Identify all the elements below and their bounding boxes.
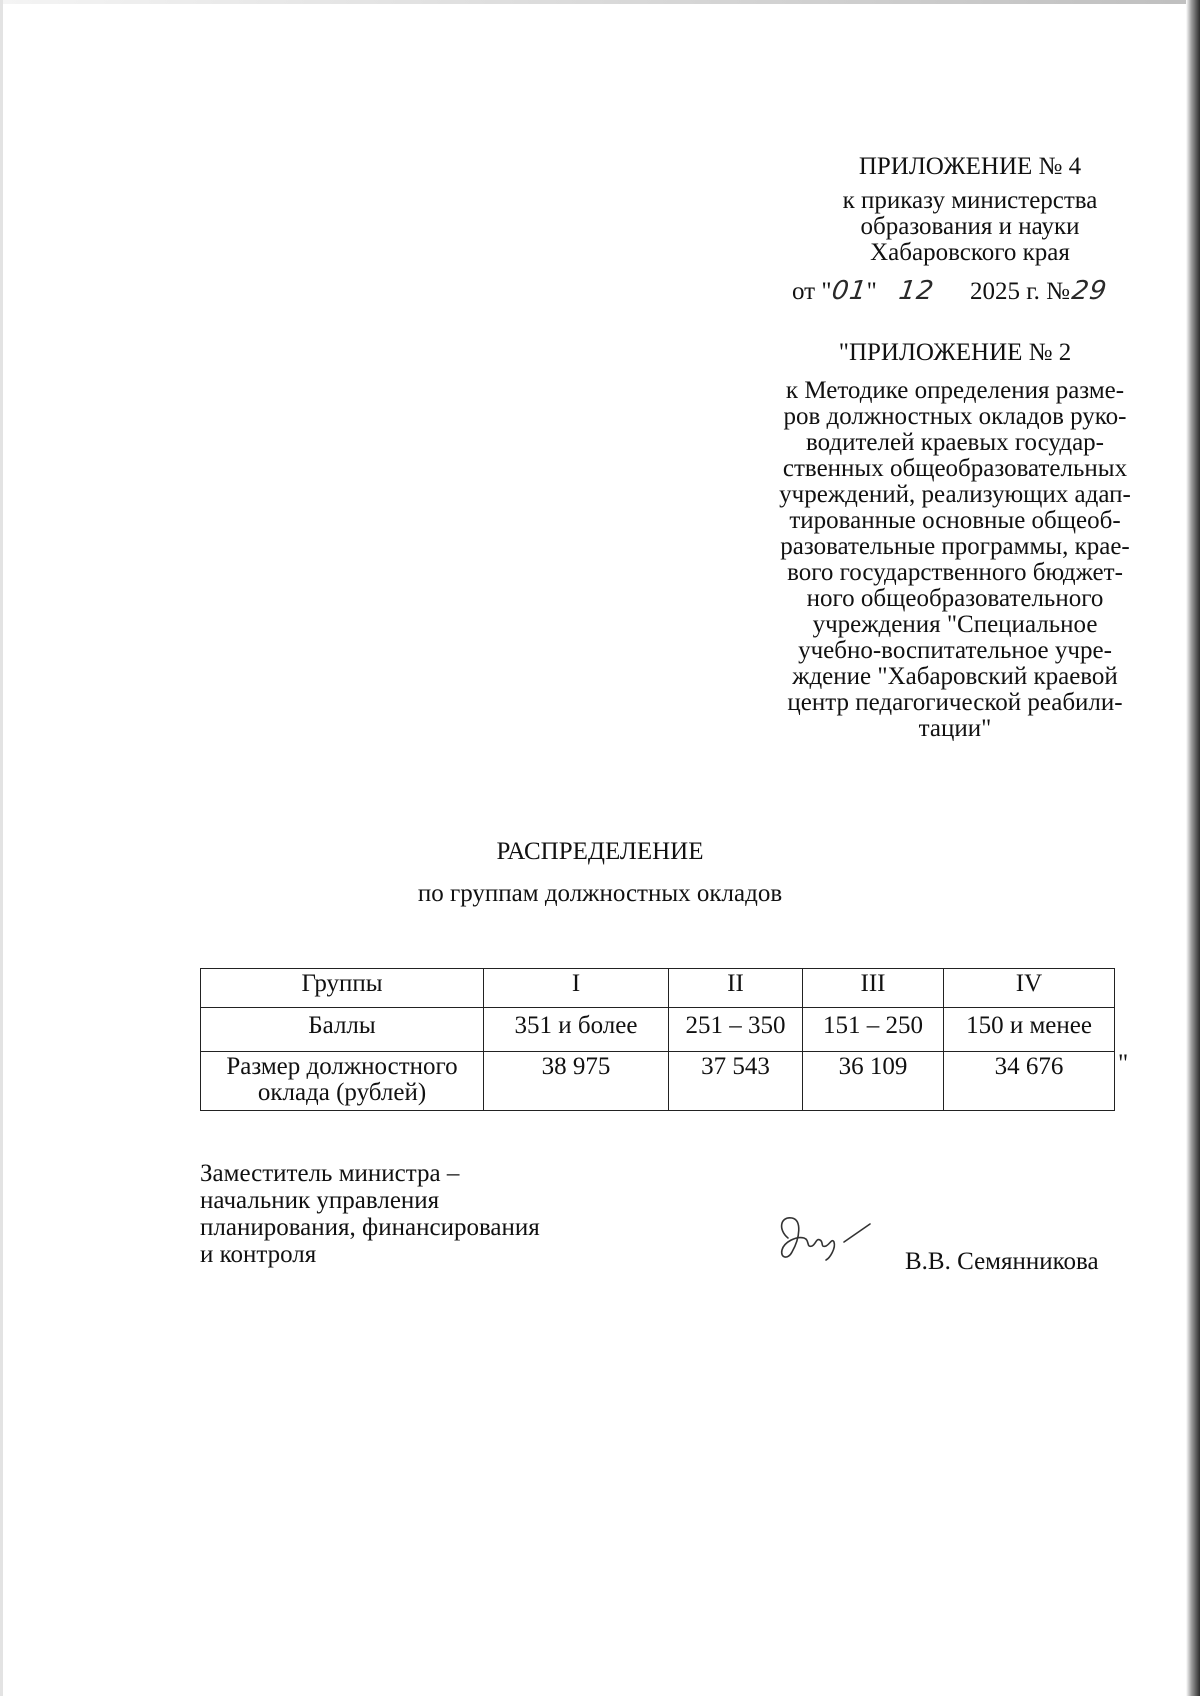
handwritten-signature: [770, 1208, 880, 1268]
table-header-row: [201, 969, 1115, 1008]
table-cell: 34 676: [944, 1052, 1115, 1111]
signatory-position-line: и контроля: [200, 1241, 317, 1268]
appendix-2-line: ждение "Хабаровский краевой: [792, 663, 1118, 690]
order-day-handwritten: 01: [829, 276, 869, 306]
appendix-2-title: "ПРИЛОЖЕНИЕ № 2: [838, 339, 1072, 366]
appendix-2-line: вого государственного бюджет-: [787, 559, 1123, 586]
table-cell: Размер должностного оклада (рублей): [201, 1052, 484, 1111]
table-row: [201, 1052, 1115, 1111]
appendix-2-line: ственных общеобразовательных: [782, 455, 1128, 482]
appendix-2-line: учреждения "Специальное: [812, 611, 1098, 638]
table-header-cell: Группы: [201, 969, 484, 1008]
appendix-2-line: центр педагогической реабили-: [787, 689, 1123, 716]
appendix-4-header: [770, 154, 1170, 308]
order-month-handwritten: 12: [896, 276, 937, 306]
appendix-2-line: к Методике определения разме-: [785, 377, 1125, 404]
table-cell: 150 и менее: [944, 1008, 1115, 1052]
signatory-position-line: начальник управления: [200, 1187, 440, 1214]
appendix-4-line: образования и науки: [860, 213, 1080, 240]
closing-quote-mark: ": [1118, 1050, 1129, 1077]
table-header-cell: III: [803, 969, 944, 1008]
signatory-position-line: Заместитель министра –: [200, 1160, 460, 1187]
appendix-4-title: ПРИЛОЖЕНИЕ № 4: [858, 153, 1082, 180]
document-title: РАСПРЕДЕЛЕНИЕ: [496, 838, 704, 865]
salary-groups-table: [200, 968, 1115, 1111]
order-number-handwritten: 29: [1069, 276, 1110, 306]
table-cell: 38 975: [484, 1052, 669, 1111]
table-cell: 251 – 350: [669, 1008, 803, 1052]
appendix-2-body: [745, 378, 1165, 742]
signatory-position: [200, 1160, 540, 1268]
appendix-2-line: тации": [918, 715, 992, 742]
salary-groups-table-wrapper: [200, 968, 1115, 1111]
table-header-cell: I: [484, 969, 669, 1008]
order-date-quote: ": [866, 278, 877, 305]
scan-edge-top: [0, 0, 1200, 4]
appendix-2-line: ного общеобразовательного: [806, 585, 1104, 612]
order-date-prefix: от ": [792, 278, 832, 305]
appendix-2-header: [745, 340, 1165, 742]
table-cell: 37 543: [669, 1052, 803, 1111]
table-header-cell: II: [669, 969, 803, 1008]
appendix-4-line: к приказу министерства: [842, 187, 1098, 214]
order-year-and-number-label: 2025 г. №: [969, 278, 1071, 305]
table-header-cell: IV: [944, 969, 1115, 1008]
signatory-position-line: планирования, финансирования: [200, 1214, 540, 1241]
appendix-4-line: Хабаровского края: [870, 239, 1070, 266]
appendix-2-line: учебно-воспитательное учре-: [798, 637, 1112, 664]
appendix-2-line: тированные основные общеоб-: [789, 507, 1121, 534]
table-cell: 151 – 250: [803, 1008, 944, 1052]
appendix-2-line: ров должностных окладов руко-: [783, 403, 1127, 430]
appendix-2-line: учреждений, реализующих адап-: [779, 481, 1131, 508]
document-subtitle: по группам должностных окладов: [417, 880, 783, 907]
table-row: [201, 1008, 1115, 1052]
table-cell: 36 109: [803, 1052, 944, 1111]
order-date-line: [770, 274, 1170, 308]
signatory-name: В.В. Семянникова: [905, 1248, 1099, 1275]
table-cell: Баллы: [201, 1008, 484, 1052]
appendix-2-line: водителей краевых государ-: [805, 429, 1104, 456]
table-cell: 351 и более: [484, 1008, 669, 1052]
appendix-2-line: разовательные программы, крае-: [780, 533, 1130, 560]
